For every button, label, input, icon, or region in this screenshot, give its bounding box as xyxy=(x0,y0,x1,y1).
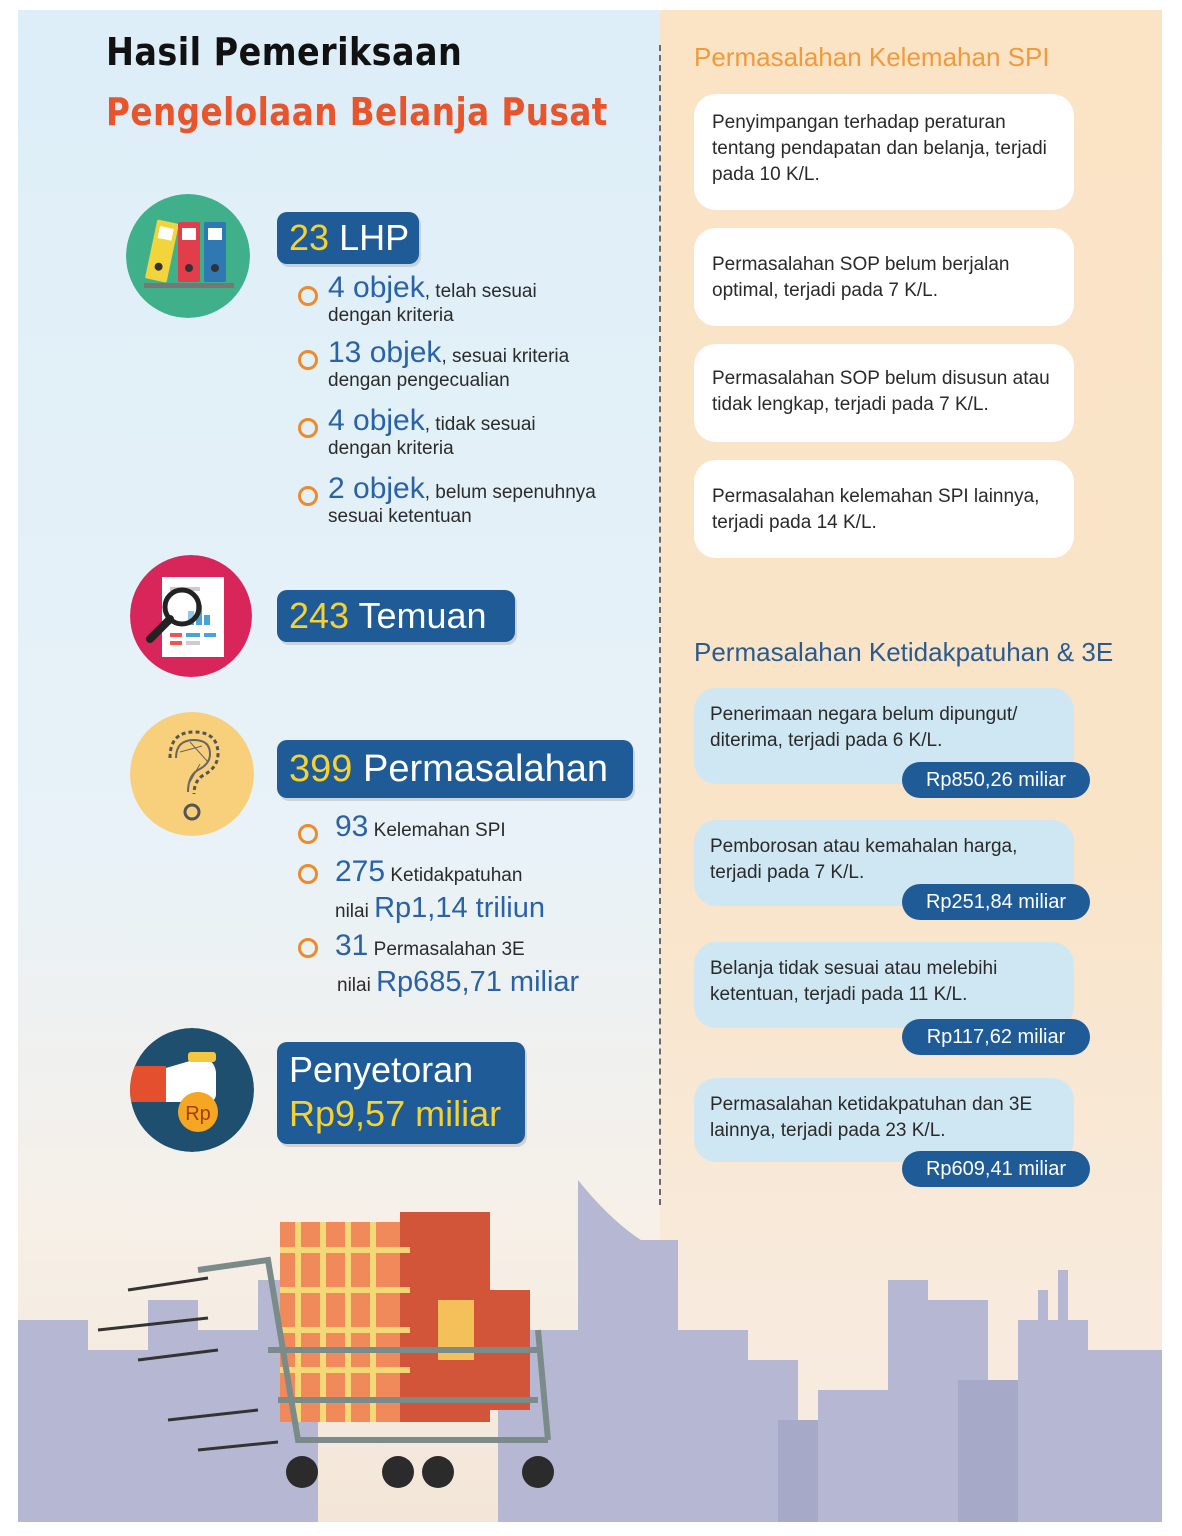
perm-item-2-nilai-label: nilai xyxy=(335,901,369,922)
temuan-badge xyxy=(277,590,515,642)
spi-card-3: Permasalahan SOP belum disusun atau tidak lengkap, terjadi pada 7 K/L. xyxy=(694,344,1074,442)
title-line-1: Hasil Pemeriksaan xyxy=(106,30,463,74)
k3e-card-3: Belanja tidak sesuai atau melebihi ketentuan, terjadi pada 11 K/L. xyxy=(694,942,1074,1028)
penyetoran-badge xyxy=(277,1042,525,1144)
lhp-item-3-text: , tidak sesuai xyxy=(424,414,536,435)
permasalahan-count: 399 xyxy=(289,748,353,790)
permasalahan-label: Permasalahan xyxy=(362,748,609,790)
spi-card-1: Penyimpangan terhadap peraturan tentang pendapatan dan belanja, terjadi pada 10 K/L. xyxy=(694,94,1074,210)
perm-item-2-text: Ketidakpatuhan xyxy=(390,865,523,886)
perm-item-3-nilai-label: nilai xyxy=(337,975,371,996)
lhp-item-1-text2: dengan kriteria xyxy=(328,305,454,326)
lhp-item-3 xyxy=(328,404,536,461)
k3e-amount-3: Rp117,62 miliar xyxy=(902,1019,1090,1055)
city-skyline-cart-illustration xyxy=(18,1150,1162,1522)
k3e-card-4: Permasalahan ketidakpatuhan dan 3E lainnya, terjadi pada 23 K/L. xyxy=(694,1078,1074,1162)
lhp-item-4-text: , belum sepenuhnya xyxy=(424,482,596,503)
lhp-item-4-num: 2 objek xyxy=(328,472,425,505)
bullet-icon xyxy=(298,824,318,844)
lhp-badge xyxy=(277,212,419,264)
spi-card-2: Permasalahan SOP belum berjalan optimal, terjadi pada 7 K/L. xyxy=(694,228,1074,326)
perm-item-3-num: 31 xyxy=(335,929,369,962)
temuan-label: Temuan xyxy=(358,595,487,636)
hand-coin-icon xyxy=(130,1028,254,1152)
perm-item-1-text: Kelemahan SPI xyxy=(373,820,506,841)
lhp-item-2-text2: dengan pengecualian xyxy=(328,370,510,391)
title-line-2: Pengelolaan Belanja Pusat xyxy=(106,90,608,134)
permasalahan-badge xyxy=(277,740,633,798)
k3e-card-1: Penerimaan negara belum dipungut/ diterima, terjadi pada 6 K/L. xyxy=(694,688,1074,784)
spi-card-4: Permasalahan kelemahan SPI lainnya, terjadi pada 14 K/L. xyxy=(694,460,1074,558)
question-mark-icon xyxy=(130,712,254,836)
lhp-item-2 xyxy=(328,336,570,393)
bullet-icon xyxy=(298,864,318,884)
bullet-icon xyxy=(298,486,318,506)
bullet-icon xyxy=(298,938,318,958)
perm-item-1-num: 93 xyxy=(335,810,369,843)
k3e-amount-1: Rp850,26 miliar xyxy=(902,762,1090,798)
perm-item-3 xyxy=(335,930,579,1002)
bullet-icon xyxy=(298,350,318,370)
dashed-divider xyxy=(659,45,661,1205)
temuan-count: 243 xyxy=(289,595,350,636)
perm-item-3-text: Permasalahan 3E xyxy=(373,939,525,960)
penyetoran-label: Penyetoran xyxy=(289,1049,474,1090)
rp-coin-label: Rp xyxy=(185,1103,211,1125)
lhp-item-3-text2: dengan kriteria xyxy=(328,438,454,459)
spi-section-title: Permasalahan Kelemahan SPI xyxy=(694,42,1050,72)
perm-item-2 xyxy=(335,856,545,928)
k3e-section-title: Permasalahan Ketidakpatuhan & 3E xyxy=(694,637,1114,667)
lhp-item-1 xyxy=(328,271,537,328)
perm-item-1 xyxy=(335,810,506,843)
k3e-amount-2: Rp251,84 miliar xyxy=(902,884,1090,920)
lhp-item-2-num: 13 objek xyxy=(328,336,442,369)
penyetoran-value: Rp9,57 miliar xyxy=(289,1093,502,1134)
k3e-card-2: Pemborosan atau kemahalan harga, terjadi pada 7 K/L. xyxy=(694,820,1074,906)
lhp-item-2-text: , sesuai kriteria xyxy=(441,346,570,367)
k3e-amount-4: Rp609,41 miliar xyxy=(902,1151,1090,1187)
bullet-icon xyxy=(298,286,318,306)
lhp-count: 23 xyxy=(289,217,330,258)
lhp-item-1-num: 4 objek xyxy=(328,271,425,304)
perm-item-3-nilai: Rp685,71 miliar xyxy=(376,966,580,998)
binders-icon xyxy=(126,194,250,318)
lhp-label: LHP xyxy=(339,217,410,258)
lhp-item-4-text2: sesuai ketentuan xyxy=(328,506,472,527)
magnifier-document-icon xyxy=(130,555,252,677)
perm-item-2-nilai: Rp1,14 triliun xyxy=(374,892,545,924)
lhp-item-1-text: , telah sesuai xyxy=(424,281,537,302)
lhp-item-4 xyxy=(328,472,596,529)
bullet-icon xyxy=(298,418,318,438)
lhp-item-3-num: 4 objek xyxy=(328,404,425,437)
perm-item-2-num: 275 xyxy=(335,855,386,888)
